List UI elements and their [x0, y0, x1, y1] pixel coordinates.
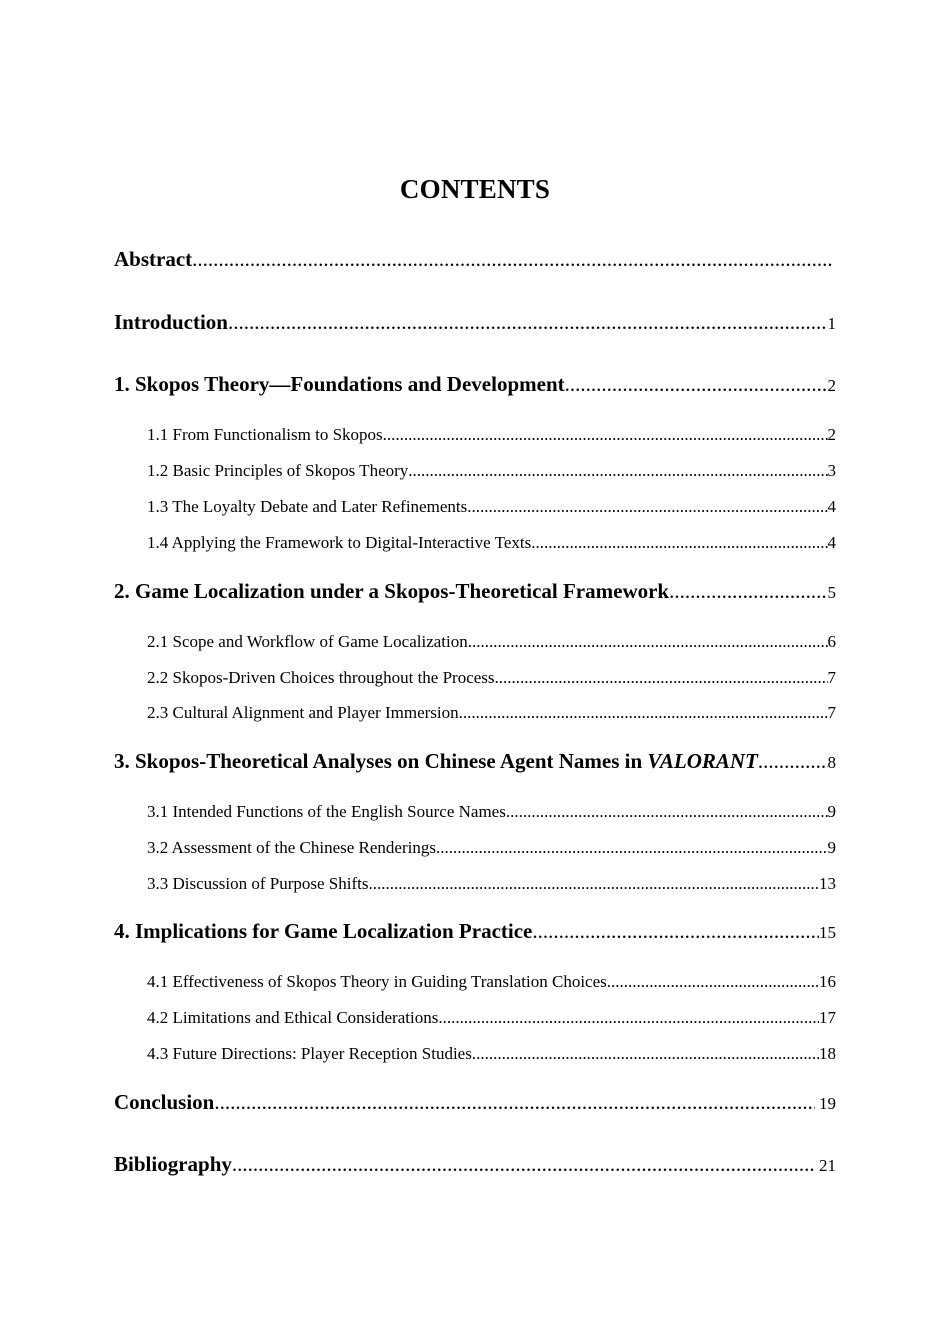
toc-leader-dots [758, 749, 828, 774]
toc-entry-label-text: 3. Skopos-Theoretical Analyses on Chinese Agent Names in [114, 749, 648, 773]
toc-title: CONTENTS [399, 174, 551, 204]
toc-entry-label [114, 749, 758, 774]
toc-entry-label: Conclusion [114, 1090, 215, 1114]
toc-leader-dots [192, 247, 834, 272]
toc-page-number: 2 [827, 376, 836, 395]
toc-entry-section-2-3[interactable] [147, 703, 836, 723]
toc-entry-section-2-2[interactable] [147, 668, 836, 688]
toc-entry-label: Abstract [114, 247, 193, 271]
toc-page-number: 3 [827, 461, 836, 480]
toc-leader-dots [532, 919, 819, 944]
toc-entry-chapter-4[interactable] [114, 919, 836, 944]
toc-page-number: 2 [827, 425, 836, 444]
toc-entry-section-3-1[interactable] [147, 802, 836, 822]
toc-entry-label: Introduction [114, 310, 228, 334]
toc-leader-dots [495, 668, 828, 688]
toc-page-number: 7 [827, 668, 836, 687]
toc-page-number: 4 [827, 497, 836, 516]
toc-entry-section-3-3[interactable] [147, 874, 836, 894]
toc-page-number: 7 [827, 703, 836, 722]
toc-entry-chapter-3[interactable] [114, 749, 836, 774]
toc-leader-dots [214, 1090, 814, 1115]
toc-entry-section-4-2[interactable] [147, 1008, 836, 1028]
toc-page-number: 5 [827, 583, 836, 602]
toc-entry-label: 2.1 Scope and Workflow of Game Localization [147, 632, 468, 651]
toc-leader-dots [506, 802, 828, 822]
toc-entry-label: 1.1 From Functionalism to Skopos [147, 425, 383, 444]
toc-entry-label: 3.3 Discussion of Purpose Shifts [147, 874, 369, 893]
toc-page-number: 6 [827, 632, 836, 651]
toc-entry-label: 4.3 Future Directions: Player Reception Studies [147, 1044, 472, 1063]
toc-entry-label: 4. Implications for Game Localization Practice [114, 919, 533, 943]
toc-page-number: 9 [827, 838, 836, 857]
toc-leader-dots [459, 703, 828, 723]
toc-entry-label: 1.4 Applying the Framework to Digital-Interactive Texts [147, 533, 532, 552]
toc-leader-dots [368, 874, 819, 894]
toc-leader-dots [531, 533, 827, 553]
toc-entry-label: Bibliography [114, 1152, 232, 1176]
toc-entry-section-4-1[interactable] [147, 972, 836, 992]
toc-page-number: 13 [819, 874, 836, 893]
toc-leader-dots [438, 1008, 819, 1028]
toc-entry-introduction[interactable] [114, 310, 836, 335]
toc-entry-label: 2.2 Skopos-Driven Choices throughout the Process [147, 668, 495, 687]
toc-entry-section-1-1[interactable] [147, 425, 836, 445]
toc-entry-bibliography[interactable] [114, 1152, 836, 1177]
toc-entry-section-2-1[interactable] [147, 632, 836, 652]
toc-leader-dots [607, 972, 819, 992]
toc-leader-dots [436, 838, 828, 858]
toc-leader-dots [472, 1044, 819, 1064]
toc-entry-section-4-3[interactable] [147, 1044, 836, 1064]
toc-leader-dots [565, 372, 828, 397]
toc-page-number: 4 [827, 533, 836, 552]
toc-entry-chapter-1[interactable] [114, 372, 836, 397]
toc-entry-label: 1.2 Basic Principles of Skopos Theory [147, 461, 409, 480]
toc-page-number: 15 [819, 923, 836, 942]
toc-entry-section-1-2[interactable] [147, 461, 836, 481]
toc-page-number: 1 [827, 314, 836, 333]
toc-page-number: 9 [827, 802, 836, 821]
toc-leader-dots [232, 1152, 815, 1177]
toc-entry-conclusion[interactable] [114, 1090, 836, 1115]
toc-entry-chapter-2[interactable] [114, 579, 836, 604]
toc-page-number: 16 [819, 972, 836, 991]
toc-leader-dots [228, 310, 828, 335]
toc-entry-label: 2.3 Cultural Alignment and Player Immersion [147, 703, 459, 722]
toc-page-number: 17 [819, 1008, 836, 1027]
toc-entry-label: 1.3 The Loyalty Debate and Later Refinements [147, 497, 468, 516]
game-title-emphasis: VALORANT [647, 749, 758, 773]
toc-leader-dots [468, 632, 828, 652]
toc-entry-section-1-4[interactable] [147, 533, 836, 553]
toc-entry-abstract[interactable] [114, 247, 834, 272]
toc-leader-dots [408, 461, 827, 481]
toc-entry-section-1-3[interactable] [147, 497, 836, 517]
toc-leader-dots [669, 579, 827, 604]
toc-entry-label: 1. Skopos Theory—Foundations and Development [114, 372, 565, 396]
toc-page-number: 19 [814, 1094, 836, 1113]
toc-entry-label: 4.2 Limitations and Ethical Considerations [147, 1008, 439, 1027]
toc-page-number: 8 [827, 753, 836, 772]
toc-leader-dots [383, 425, 828, 445]
toc-entry-label: 4.1 Effectiveness of Skopos Theory in Guiding Translation Choices [147, 972, 607, 991]
toc-page-number: 18 [819, 1044, 836, 1063]
toc-entry-section-3-2[interactable] [147, 838, 836, 858]
toc-entry-label: 2. Game Localization under a Skopos-Theoretical Framework [114, 579, 670, 603]
toc-entry-label: 3.2 Assessment of the Chinese Renderings [147, 838, 436, 857]
toc-page-number: 21 [814, 1156, 836, 1175]
toc-leader-dots [467, 497, 827, 517]
toc-entry-label: 3.1 Intended Functions of the English Source Names [147, 802, 506, 821]
